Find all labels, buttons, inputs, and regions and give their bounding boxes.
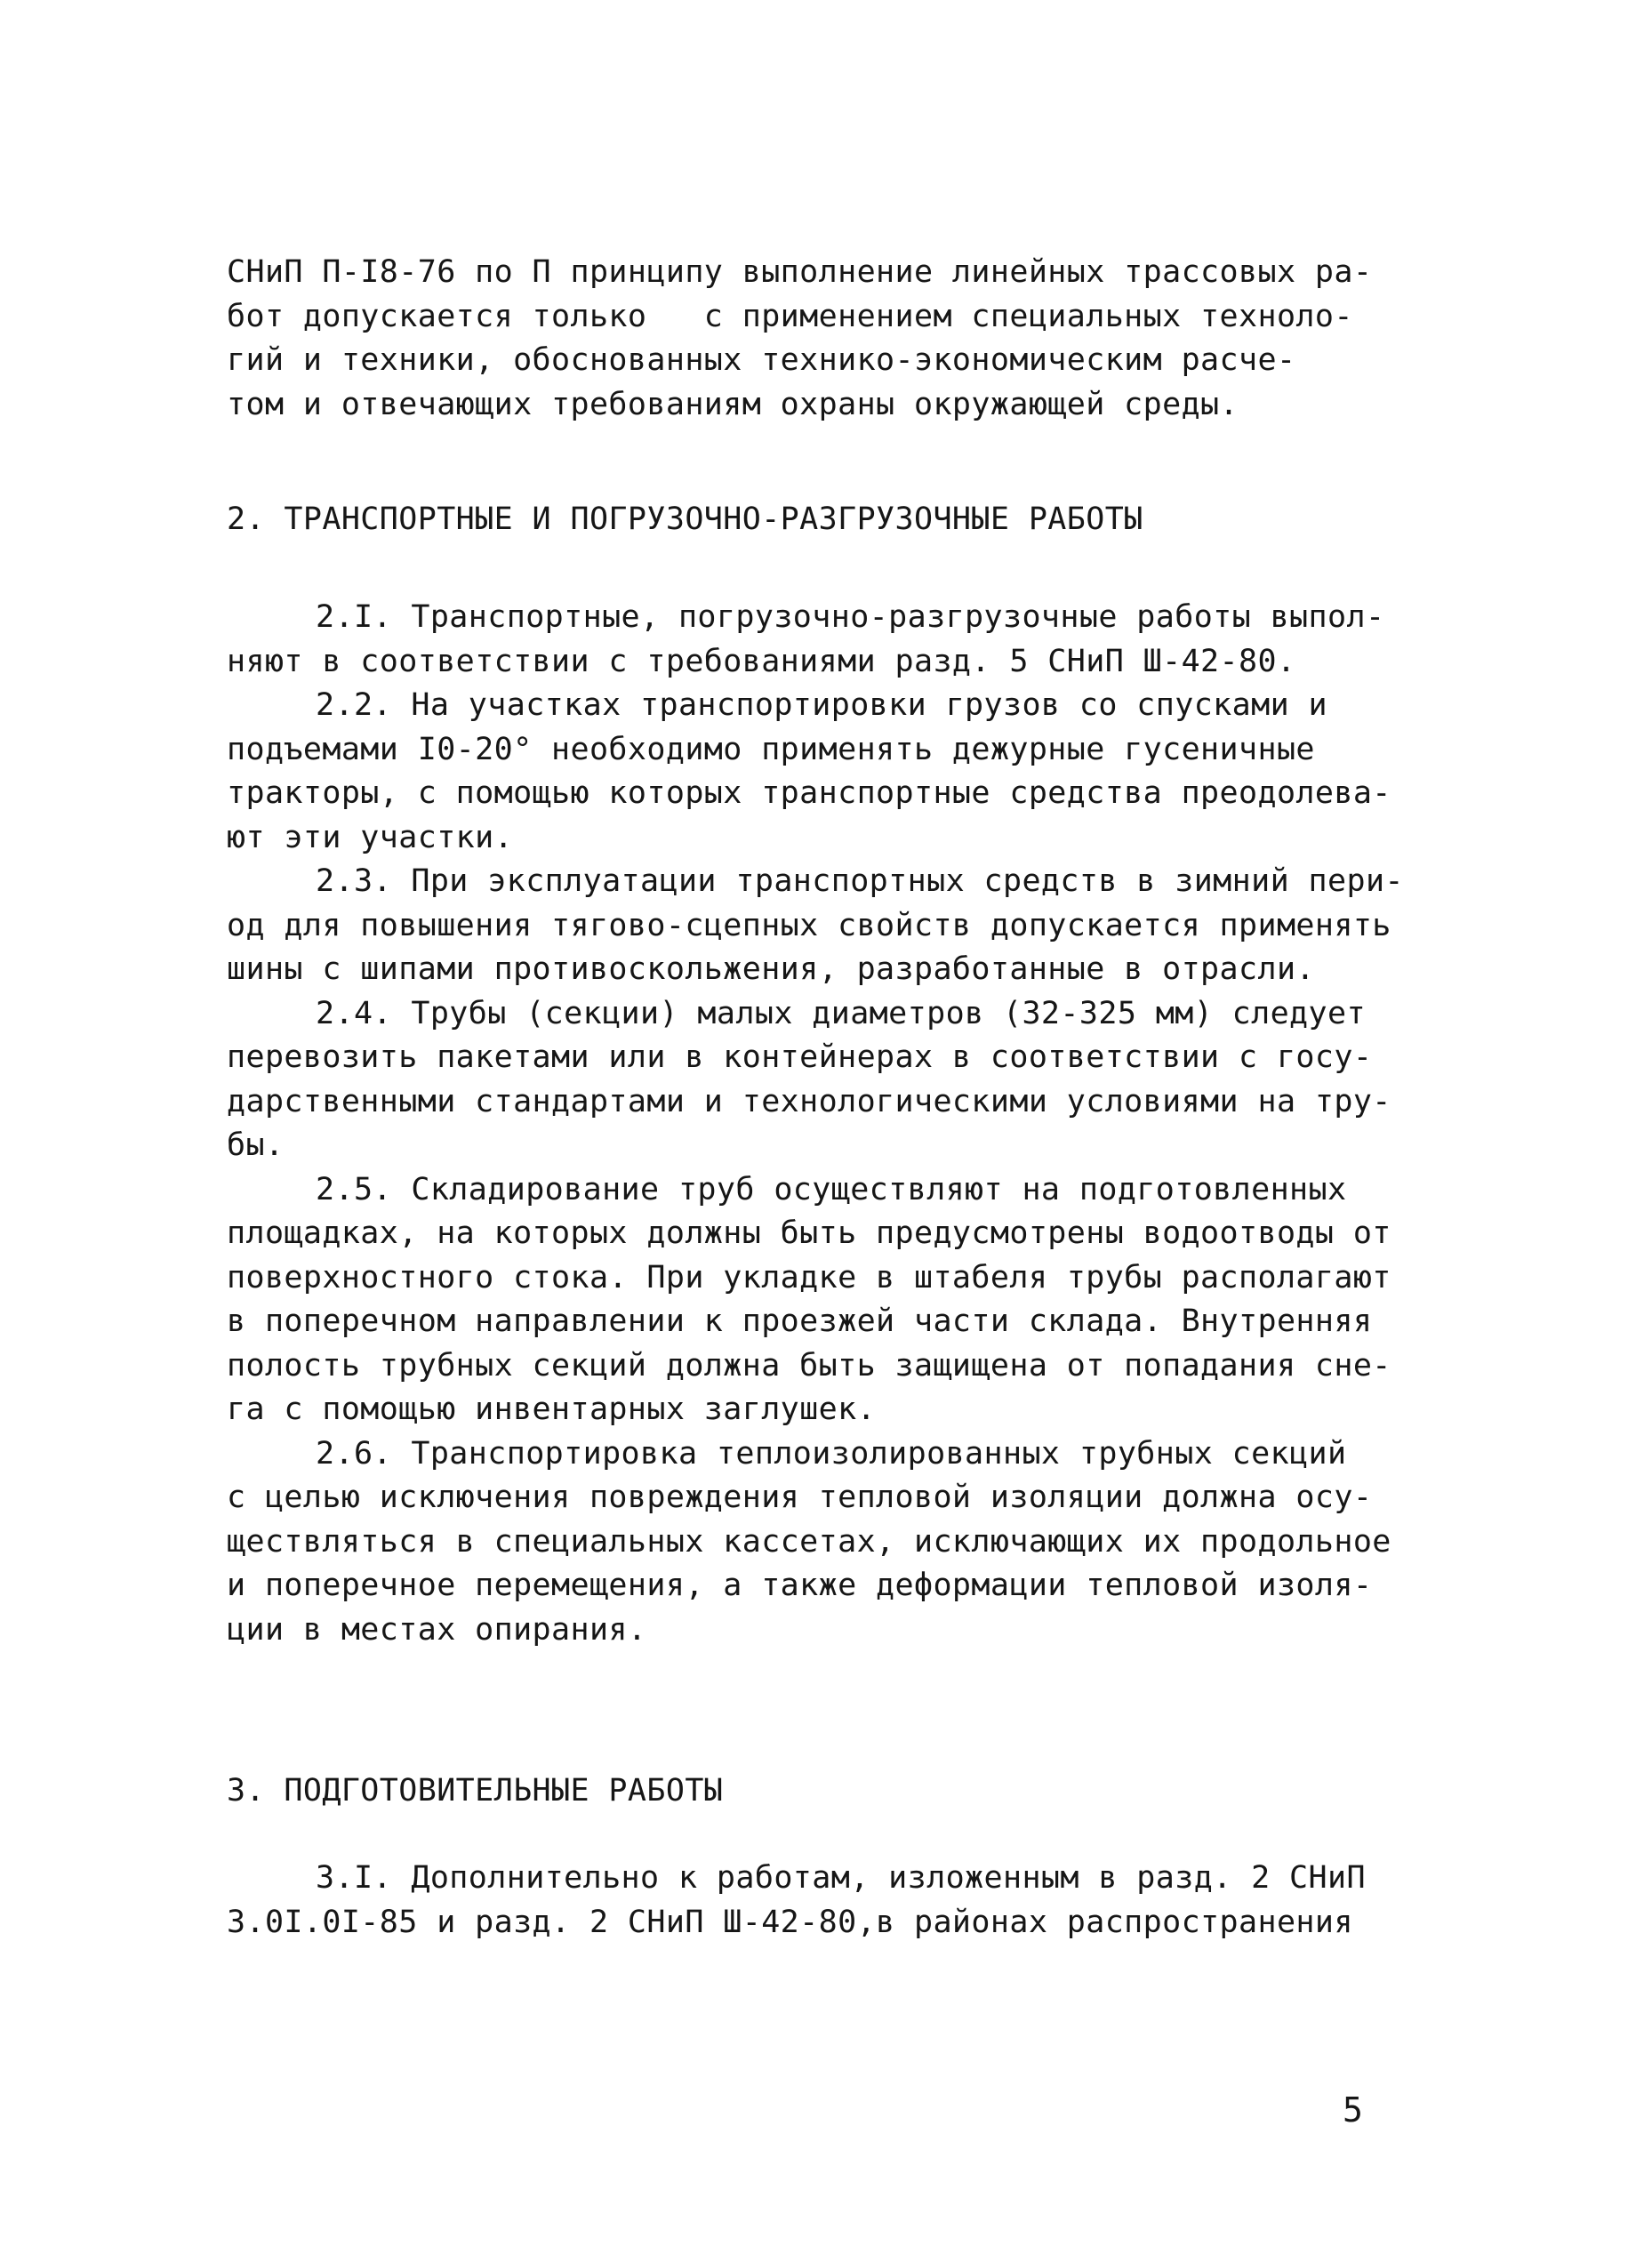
paragraph-line: шины с шипами противоскольжения, разработанные в отрасли. (227, 951, 1315, 987)
paragraph-3-1 (227, 1857, 1418, 1945)
paragraph-line: ют эти участки. (227, 819, 514, 855)
paragraph-line: га с помощью инвентарных заглушек. (227, 1392, 877, 1427)
paragraph-line: 2.2. На участках транспортировки грузов со спусками и (316, 687, 1328, 723)
paragraph-2-1 (227, 596, 1418, 684)
paragraph-line: 3.I. Дополнительно к работам, изложенным в разд. 2 СНиП (316, 1860, 1366, 1896)
paragraph-2-6 (227, 1432, 1418, 1653)
paragraph-line: подъемами I0-20° необходимо применять дежурные гусеничные (227, 731, 1315, 767)
paragraph-2-2 (227, 684, 1418, 860)
paragraph-line: площадках, на которых должны быть предусмотрены водоотводы от (227, 1215, 1391, 1251)
intro-line: СНиП П-I8-76 по П принципу выполнение линейных трассовых ра- (227, 254, 1373, 290)
intro-paragraph (227, 251, 1418, 427)
paragraph-2-5 (227, 1168, 1418, 1432)
intro-line: гий и техники, обоснованных технико-экономическим расче- (227, 342, 1296, 378)
paragraph-line: перевозить пакетами или в контейнерах в соответствии с госу- (227, 1039, 1373, 1075)
intro-line: бот допускается только с применением специальных техноло- (227, 298, 1353, 334)
paragraph-line: 2.6. Транспортировка теплоизолированных трубных секций (316, 1435, 1347, 1472)
paragraph-line: в поперечном направлении к проезжей части склада. Внутренняя (227, 1303, 1373, 1339)
section-2-heading: 2. ТРАНСПОРТНЫЕ И ПОГРУЗОЧНО-РАЗГРУЗОЧНЫЕ РАБОТЫ (227, 501, 1143, 537)
paragraph-line: ции в местах опирания. (227, 1611, 647, 1648)
section-3-body (227, 1857, 1418, 1945)
paragraph-line: 3.0I.0I-85 и разд. 2 СНиП Ш-42-80,в районах распространения (227, 1904, 1353, 1940)
intro-line: том и отвечающих требованиям охраны окружающей среды. (227, 386, 1239, 422)
paragraph-2-3 (227, 860, 1418, 992)
paragraph-line: ществляться в специальных кассетах, исключающих их продольное (227, 1523, 1391, 1560)
paragraph-line: од для повышения тягово-сцепных свойств допускается применять (227, 907, 1391, 943)
paragraph-line: тракторы, с помощью которых транспортные средства преодолева- (227, 775, 1391, 811)
section-3-heading: 3. ПОДГОТОВИТЕЛЬНЫЕ РАБОТЫ (227, 1773, 724, 1809)
paragraph-line: 2.I. Транспортные, погрузочно-разгрузочные работы выпол- (316, 599, 1385, 635)
paragraph-line: 2.3. При эксплуатации транспортных средств в зимний пери- (316, 863, 1404, 899)
page-number: 5 (1343, 2090, 1363, 2130)
paragraph-line: 2.5. Складирование труб осуществляют на подготовленных (316, 1171, 1347, 1207)
paragraph-line: дарственными стандартами и технологическими условиями на тру- (227, 1083, 1391, 1119)
paragraph-line: полость трубных секций должна быть защищена от попадания сне- (227, 1347, 1391, 1384)
paragraph-line: няют в соответствии с требованиями разд. 5 СНиП Ш-42-80. (227, 643, 1296, 679)
paragraph-line: и поперечное перемещения, а также деформации тепловой изоля- (227, 1568, 1373, 1603)
paragraph-2-4 (227, 992, 1418, 1168)
section-2-body (227, 596, 1418, 1652)
paragraph-line: поверхностного стока. При укладке в штабеля трубы располагают (227, 1259, 1391, 1295)
paragraph-line: 2.4. Трубы (секции) малых диаметров (32-325 мм) следует (316, 995, 1366, 1031)
paragraph-line: бы. (227, 1127, 285, 1163)
paragraph-line: с целью исключения повреждения тепловой изоляции должна осу- (227, 1480, 1373, 1515)
